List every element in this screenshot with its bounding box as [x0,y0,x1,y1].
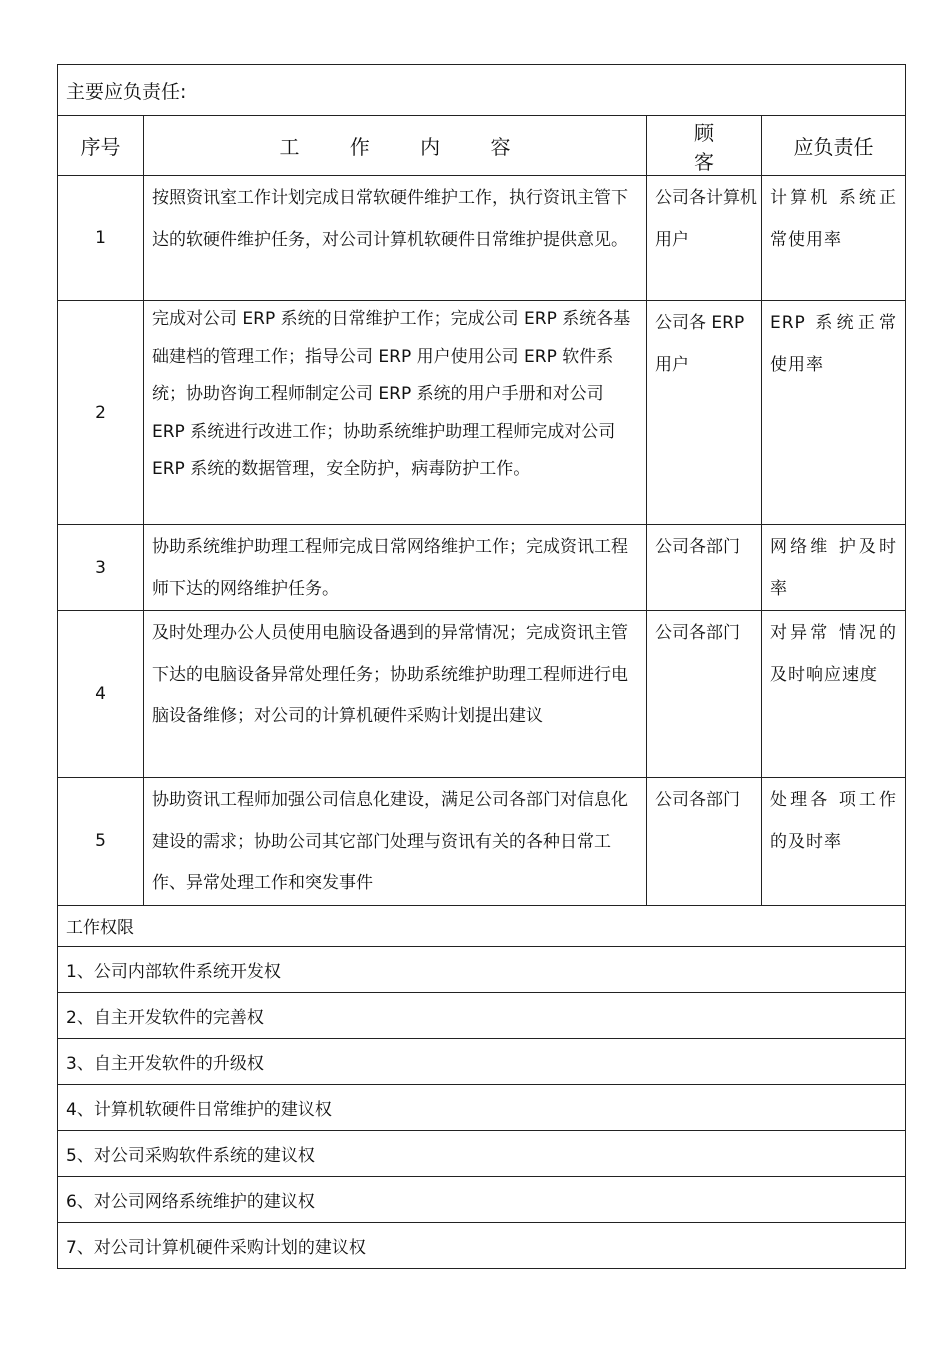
header-row [58,116,906,176]
permission-item: 6、对公司网络系统维护的建议权 [58,1176,906,1222]
row-index: 3 [58,525,144,611]
row-customer: 公司各 ERP 用户 [647,301,762,525]
permission-row [58,1176,906,1222]
row-index: 2 [58,301,144,525]
permissions-title-row [58,905,906,946]
table-row [58,176,906,301]
responsibility-table [57,64,906,1269]
row-content: 及时处理办公人员使用电脑设备遇到的异常情况；完成资讯主管下达的电脑设备异常处理任务；协助系统维护助理工程师进行电脑设备维修；对公司的计算机硬件采购计划提出建议 [144,611,647,778]
permission-item: 2、自主开发软件的完善权 [58,992,906,1038]
permission-item: 4、计算机软硬件日常维护的建议权 [58,1084,906,1130]
permission-item: 1、公司内部软件系统开发权 [58,946,906,992]
permission-item: 3、自主开发软件的升级权 [58,1038,906,1084]
row-responsibility: ERP 系统正常使用率 [762,301,906,525]
row-responsibility: 处理各 项工作的及时率 [762,778,906,906]
row-customer: 公司各计算机用户 [647,176,762,301]
permission-item: 5、对公司采购软件系统的建议权 [58,1130,906,1176]
row-customer: 公司各部门 [647,778,762,906]
table-row [58,525,906,611]
permission-row [58,946,906,992]
row-content: 按照资讯室工作计划完成日常软硬件维护工作，执行资讯主管下达的软硬件维护任务，对公司计算机软硬件日常维护提供意见。 [144,176,647,301]
table-row [58,778,906,906]
row-index: 1 [58,176,144,301]
permission-row [58,1222,906,1268]
row-responsibility: 网络维 护及时率 [762,525,906,611]
row-index: 4 [58,611,144,778]
row-customer: 公司各部门 [647,525,762,611]
row-responsibility: 计算机 系统正常使用率 [762,176,906,301]
permissions-title: 工作权限 [58,905,906,946]
permission-row [58,1038,906,1084]
section-title: 主要应负责任: [58,65,906,116]
header-content: 工 作 内 容 [144,116,647,176]
permission-item: 7、对公司计算机硬件采购计划的建议权 [58,1222,906,1268]
row-content: 协助系统维护助理工程师完成日常网络维护工作；完成资讯工程师下达的网络维护任务。 [144,525,647,611]
row-responsibility: 对异常 情况的及时响应速度 [762,611,906,778]
header-responsibility: 应负责任 [762,116,906,176]
table-row [58,301,906,525]
permission-row [58,1084,906,1130]
header-index: 序号 [58,116,144,176]
row-content: 完成对公司 ERP 系统的日常维护工作；完成公司 ERP 系统各基础建档的管理工作；指导公司 ERP 用户使用公司 ERP 软件系统；协助咨询工程师制定公司 ERP 系统的用户手册和对公司 ERP 系统进行改进工作；协助系统维护助理工程师完成对公司 ERP 系统的数据管理，安全防护，病毒防护工作。 [144,301,647,525]
row-index: 5 [58,778,144,906]
header-customer: 顾 客 [647,116,762,176]
permission-row [58,1130,906,1176]
permission-row [58,992,906,1038]
row-customer: 公司各部门 [647,611,762,778]
table-row [58,611,906,778]
row-content: 协助资讯工程师加强公司信息化建设，满足公司各部门对信息化建设的需求；协助公司其它部门处理与资讯有关的各种日常工作、异常处理工作和突发事件 [144,778,647,906]
section-title-row [58,65,906,116]
